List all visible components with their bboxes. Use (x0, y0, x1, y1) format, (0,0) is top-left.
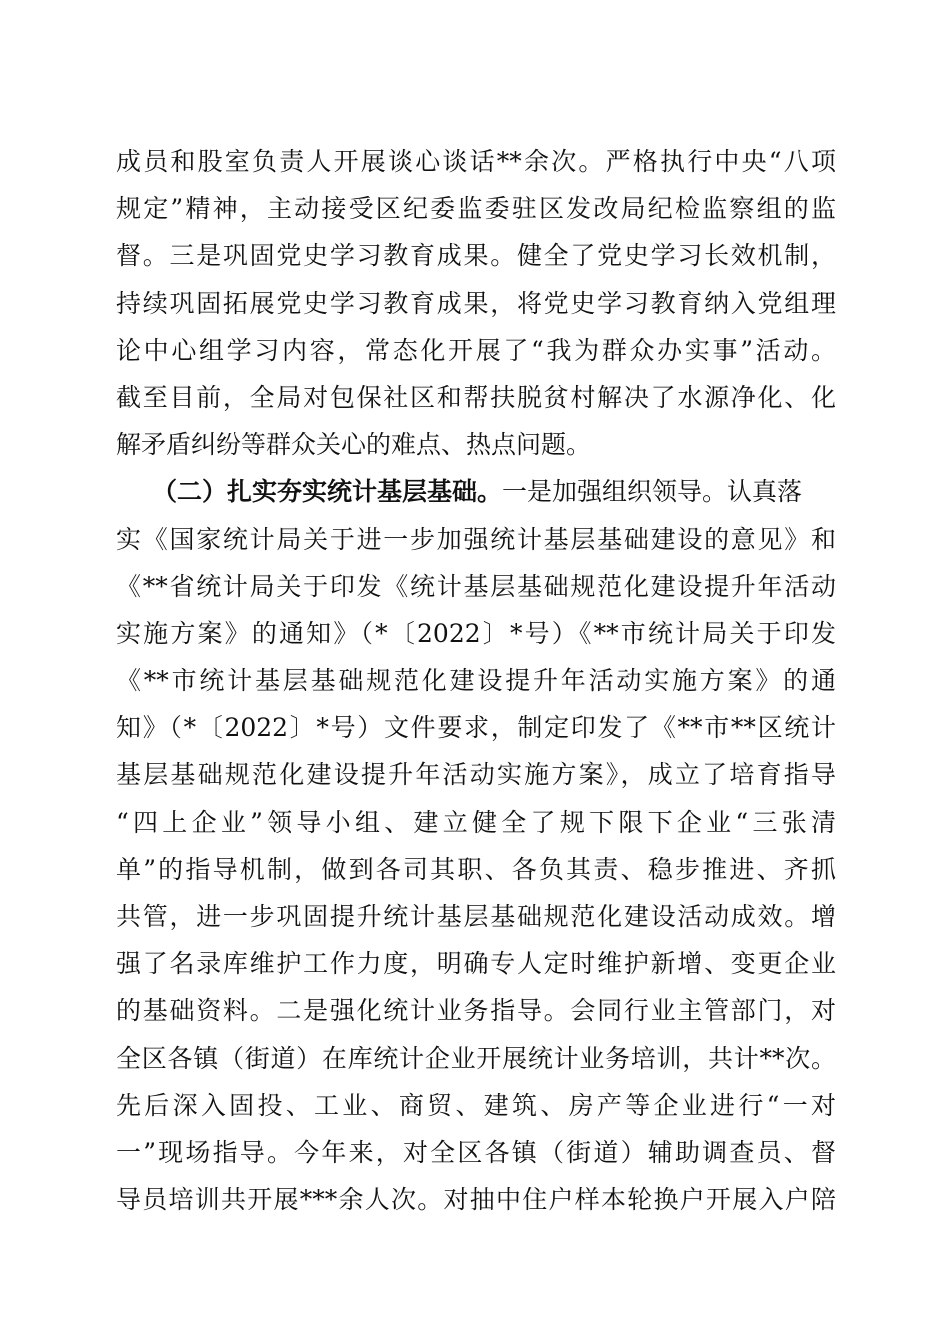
text-line: 强了名录库维护工作力度，明确专人定时维护新增、变更企业 (116, 949, 836, 979)
text-line: 共管，进一步巩固提升统计基层基础规范化建设活动成效。增 (116, 902, 836, 931)
text-line: “四上企业”领导小组、建立健全了规下限下企业“三张清 (116, 807, 836, 837)
text-line: 截至目前，全局对包保社区和帮扶脱贫村解决了水源净化、化 (116, 382, 836, 412)
text-line: 《**市统计基层基础规范化建设提升年活动实施方案》的通 (116, 666, 836, 696)
text-line: 一”现场指导。今年来，对全区各镇（街道）辅助调查员、督 (116, 1137, 836, 1167)
text-line: 解矛盾纠纷等群众关心的难点、热点问题。 (116, 430, 592, 460)
section-heading: （二）扎实夯实统计基层基础。 (152, 477, 503, 507)
paragraph-2 (116, 468, 836, 1223)
text-line: 成员和股室负责人开展谈心谈话**余次。严格执行中央“八项 (116, 147, 836, 176)
text-line: 全区各镇（街道）在库统计企业开展统计业务培训，共计**次。 (116, 1043, 836, 1073)
text-line: 《**省统计局关于印发《统计基层基础规范化建设提升年活动 (116, 571, 836, 601)
body-text (116, 138, 836, 1223)
text-line: 持续巩固拓展党史学习教育成果，将党史学习教育纳入党组理 (116, 288, 836, 318)
text-line: 知》（*〔2022〕*号）文件要求，制定印发了《**市**区统计 (116, 713, 836, 743)
text-line: 实《国家统计局关于进一步加强统计基层基础建设的意见》和 (116, 524, 836, 554)
text-line: 先后深入固投、工业、商贸、建筑、房产等企业进行“一对 (116, 1090, 836, 1120)
paragraph-1 (116, 138, 836, 468)
text-line: 实施方案》的通知》（*〔2022〕*号）《**市统计局关于印发 (116, 618, 836, 648)
text-line: 导员培训共开展***余人次。对抽中住户样本轮换户开展入户陪 (116, 1185, 836, 1215)
heading-line-rest: 一是加强组织领导。认真落 (502, 477, 803, 507)
text-line: 论中心组学习内容，常态化开展了“我为群众办实事”活动。 (116, 335, 836, 365)
paragraph-2-first-line (116, 468, 836, 515)
text-line: 督。三是巩固党史学习教育成果。健全了党史学习长效机制， (116, 241, 836, 271)
text-line: 规定”精神，主动接受区纪委监委驻区发改局纪检监察组的监 (116, 194, 836, 224)
text-line: 的基础资料。二是强化统计业务指导。会同行业主管部门，对 (116, 996, 836, 1026)
text-line: 单”的指导机制，做到各司其职、各负其责、稳步推进、齐抓 (116, 854, 836, 884)
text-line: 基层基础规范化建设提升年活动实施方案》，成立了培育指导 (116, 760, 836, 790)
